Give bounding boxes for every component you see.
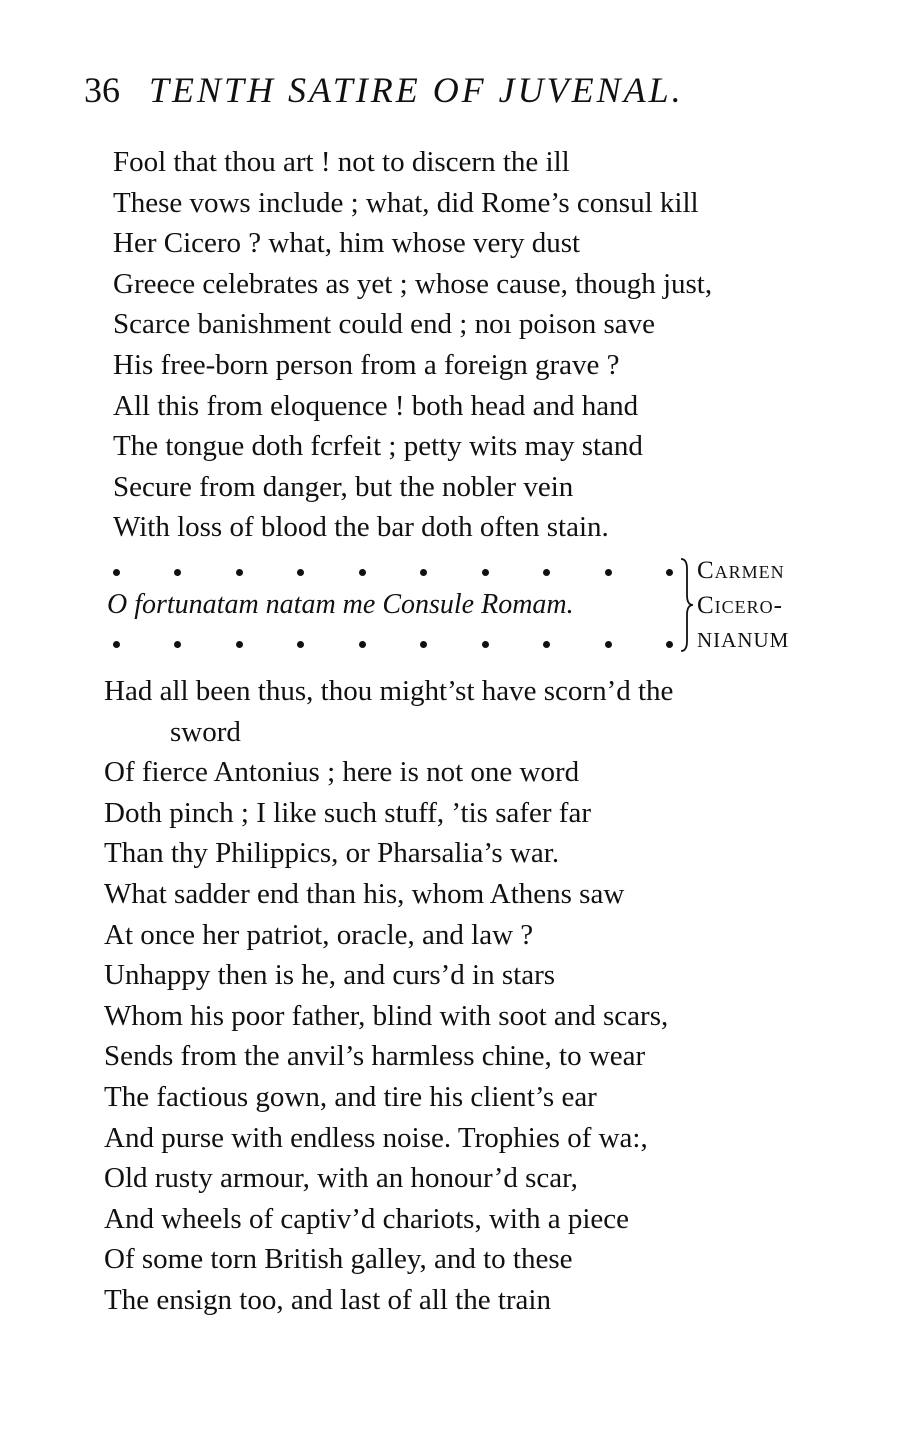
ellipsis-dot: [174, 569, 181, 576]
verse-line: The factious gown, and tire his client’s ear: [104, 1080, 597, 1113]
ellipsis-row: [113, 559, 673, 576]
verse-line: Sends from the anvil’s harmless chine, to wear: [104, 1040, 646, 1073]
verse-line: Fool that thou art ! not to discern the ill: [113, 146, 570, 178]
quotation-attribution: [697, 553, 789, 658]
verse-line: And purse with endless noise. Trophies of wa:,: [104, 1121, 648, 1154]
verse-stanza-2: [104, 671, 673, 1321]
ellipsis-dot: [236, 641, 243, 648]
running-title: TENTH SATIRE OF JUVENAL.: [149, 70, 684, 110]
verse-line: Her Cicero ? what, him whose very dust: [113, 227, 581, 260]
ellipsis-dot: [543, 641, 550, 648]
verse-line: Whom his poor father, blind with soot and scars,: [104, 999, 669, 1032]
attribution-line: NIANUM: [697, 628, 790, 652]
attribution-line: Cicero-: [697, 592, 783, 619]
ellipsis-dot: [297, 569, 304, 576]
verse-line: Of fierce Antonius ; here is not one word: [104, 756, 580, 789]
verse-line: All this from eloquence ! both head and hand: [113, 389, 639, 422]
curly-brace-icon: [679, 557, 695, 653]
verse-line: These vows include ; what, did Rome’s consul kill: [113, 186, 699, 219]
running-header: [84, 66, 684, 114]
verse-line: sword: [170, 715, 241, 748]
verse-line: Unhappy then is he, and curs’d in stars: [104, 959, 556, 992]
verse-line: Than thy Philippics, or Pharsalia’s war.: [104, 837, 560, 870]
verse-line: Doth pinch ; I like such stuff, ’tis safer far: [104, 796, 591, 829]
ellipsis-dot: [482, 641, 489, 648]
verse-line: And wheels of captiv’d chariots, with a piece: [104, 1202, 630, 1235]
verse-line: At once her patriot, oracle, and law ?: [104, 918, 534, 951]
verse-line: What sadder end than his, whom Athens saw: [104, 877, 625, 910]
verse-line: The ensign too, and last of all the train: [104, 1283, 551, 1316]
ellipsis-dot: [297, 641, 304, 648]
ellipsis-dot: [605, 641, 612, 648]
ellipsis-dot: [605, 569, 612, 576]
ellipsis-dot: [359, 641, 366, 648]
verse-line: Of some torn British galley, and to these: [104, 1243, 573, 1276]
latin-quotation: [107, 553, 822, 661]
verse-line: With loss of blood the bar doth often stain.: [113, 511, 609, 544]
ellipsis-dot: [666, 641, 673, 648]
verse-stanza-1: [113, 142, 712, 548]
ellipsis-dot: [113, 641, 120, 648]
ellipsis-dot: [543, 569, 550, 576]
ellipsis-dot: [482, 569, 489, 576]
attribution-line: Carmen: [697, 557, 785, 584]
verse-line: His free-born person from a foreign grave ?: [113, 348, 620, 381]
ellipsis-dot: [236, 569, 243, 576]
verse-line: Old rusty armour, with an honour’d scar,: [104, 1162, 578, 1195]
latin-verse: O fortunatam natam me Consule Romam.: [107, 589, 574, 620]
ellipsis-dot: [666, 569, 673, 576]
verse-line: Greece celebrates as yet ; whose cause, though just,: [113, 267, 713, 300]
ellipsis-dot: [174, 641, 181, 648]
page-number: 36: [84, 70, 120, 110]
verse-line: The tongue doth fcrfeit ; petty wits may stand: [113, 430, 643, 463]
ellipsis-dot: [420, 569, 427, 576]
verse-line: Scarce banishment could end ; noı poison save: [113, 308, 656, 341]
ellipsis-dot: [359, 569, 366, 576]
verse-line: Had all been thus, thou might’st have scorn’d the: [104, 675, 674, 707]
verse-line: Secure from danger, but the nobler vein: [113, 470, 574, 503]
ellipsis-dot: [420, 641, 427, 648]
ellipsis-dot: [113, 569, 120, 576]
ellipsis-row: [113, 631, 673, 648]
